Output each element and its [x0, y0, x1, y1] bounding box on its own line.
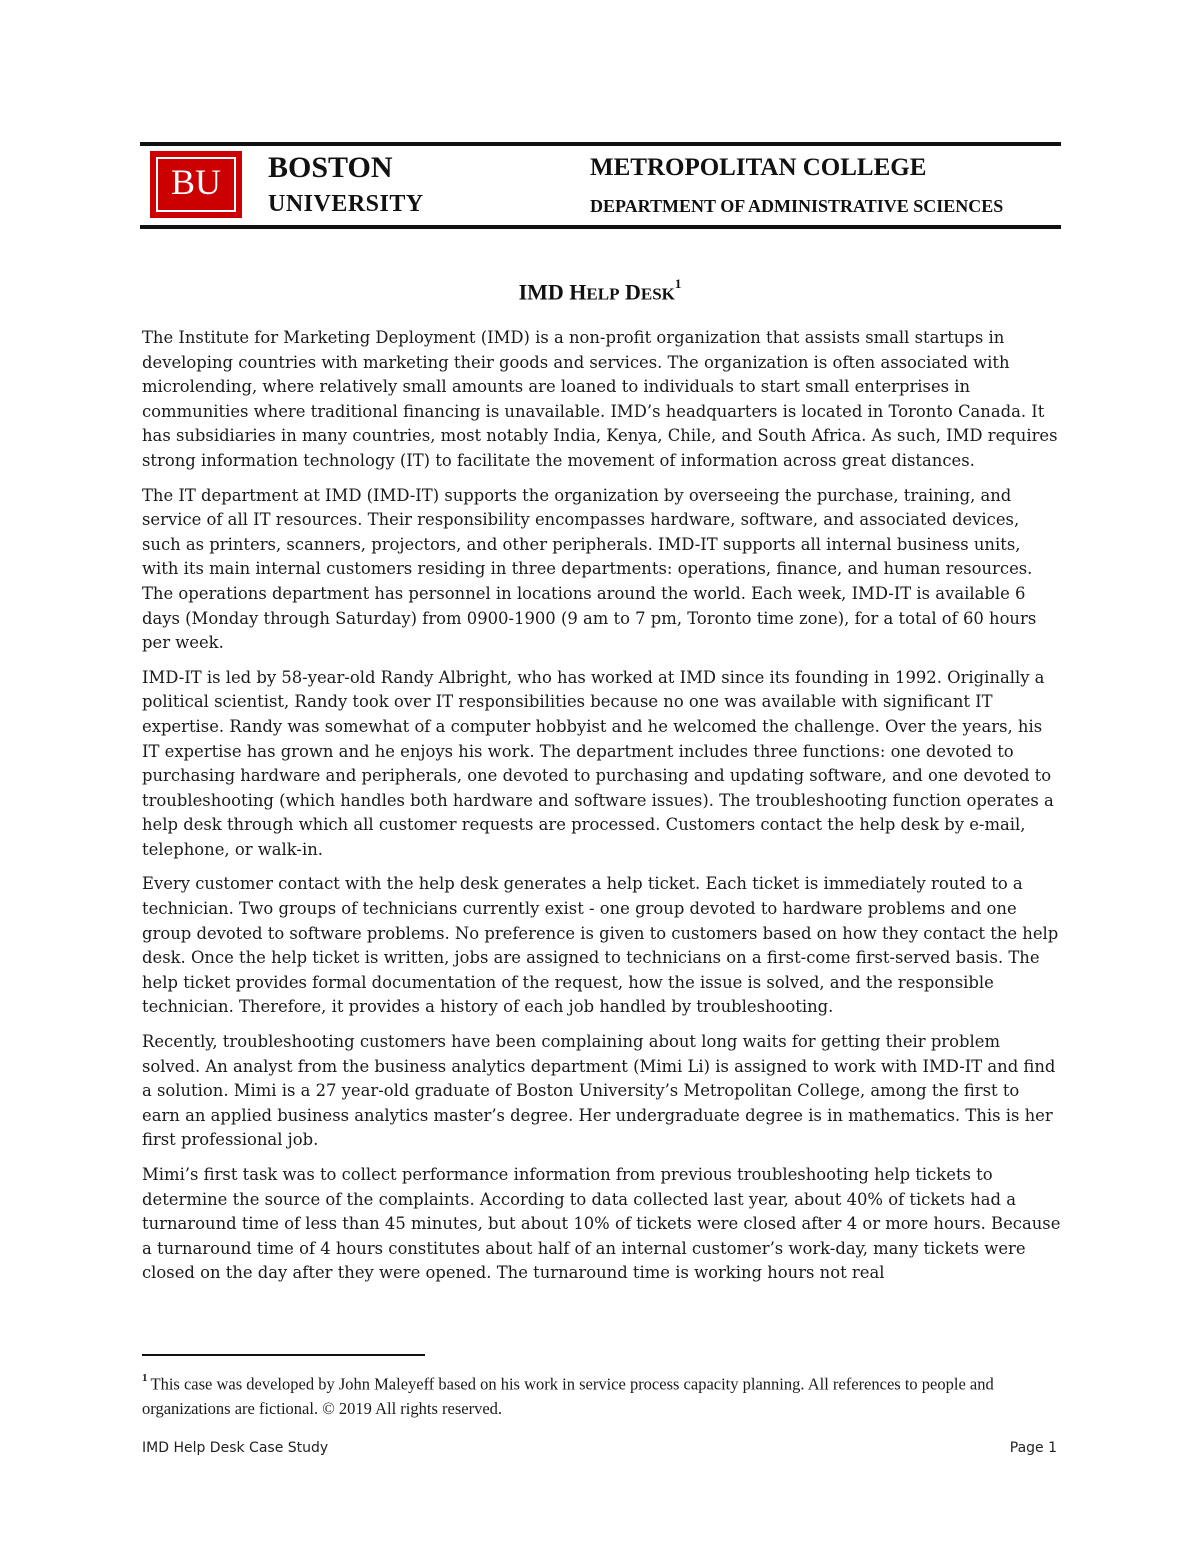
- university-name-line2: UNIVERSITY: [268, 191, 424, 217]
- title-elp: ELP: [586, 284, 620, 304]
- paragraph-1: The Institute for Marketing Deployment (IMD) is a non-profit organization that assists small startups in developing countries with marketing their goods and services. The organization is often associated with microlending, where relatively small amounts are loaned to individuals to start small enterprises in communities where traditional financing is unavailable. IMD’s headquarters is located in Toronto Canada. It has subsidiaries in many countries, most notably India, Kenya, Chile, and South Africa. As such, IMD requires strong information technology (IT) to facilitate the movement of information across great distances.: [142, 328, 1058, 470]
- paragraph-4: Every customer contact with the help desk generates a help ticket. Each ticket is immediately routed to a technician. Two groups of technicians currently exist - one group devoted to hardware problems and one group devoted to software problems. No preference is given to customers based on how they contact the help desk. Once the help ticket is written, jobs are assigned to technicians on a first-come first-served basis. The help ticket provides formal documentation of the request, how the issue is solved, and the responsible technician. Therefore, it provides a history of each job handled by troubleshooting.: [142, 874, 1059, 1017]
- footnote-text: This case was developed by John Maleyeff based on his work in service process capacity planning. All references to people and organizations are fictional. © 2019 All rights reserved.: [142, 1374, 994, 1418]
- paragraph-5: Recently, troubleshooting customers have been complaining about long waits for getting their problem solved. An analyst from the business analytics department (Mimi Li) is assigned to work with IMD-IT and find a solution. Mimi is a 27 year-old graduate of Boston University’s Metropolitan College, among the first to earn an applied business analytics master’s degree. Her undergraduate degree is in mathematics. This is her first professional job.: [142, 1032, 1056, 1150]
- university-name-line1: BOSTON: [268, 151, 393, 184]
- footnote-separator: [142, 1354, 425, 1356]
- footnote-mark: 1: [142, 1372, 148, 1384]
- bu-logo: [150, 151, 242, 218]
- footer-page-number: Page 1: [1009, 1440, 1057, 1456]
- title-h: H: [569, 279, 587, 305]
- footnote: [142, 1368, 1062, 1421]
- title-d: D: [624, 279, 641, 305]
- title-footnote-mark: 1: [674, 276, 682, 291]
- title-word-imd: IMD: [518, 279, 564, 305]
- department-name: DEPARTMENT OF ADMINISTRATIVE SCIENCES: [590, 196, 1004, 216]
- header-top-rule: [140, 142, 1061, 146]
- paragraph-6: Mimi’s first task was to collect performance information from previous troubleshooting help tickets to determine the source of the complaints. According to data collected last year, about 40% of tickets had a turnaround time of less than 45 minutes, but about 10% of tickets were closed after 4 or more hours. Because a turnaround time of 4 hours constitutes about half of an internal customer’s work-day, many tickets were closed on the day after they were opened. The turnaround time is working hours not real: [142, 1165, 1061, 1283]
- document-title: [0, 274, 1200, 307]
- college-name: METROPOLITAN COLLEGE: [590, 154, 927, 181]
- paragraph-3: IMD-IT is led by 58-year-old Randy Albright, who has worked at IMD since its founding in 1992. Originally a political scientist, Randy took over IT responsibilities because no one was available with significant IT expertise. Randy was somewhat of a computer hobbyist and he welcomed the challenge. Over the years, his IT expertise has grown and he enjoys his work. The department includes three functions: one devoted to purchasing hardware and peripherals, one devoted to purchasing and updating software, and one devoted to troubleshooting (which handles both hardware and software issues). The troubleshooting function operates a help desk through which all customer requests are processed. Customers contact the help desk by e-mail, telephone, or walk-in.: [142, 667, 1054, 859]
- header-bottom-rule: [140, 225, 1061, 229]
- body-text: [142, 326, 1062, 1296]
- title-esk: ESK: [640, 284, 675, 304]
- paragraph-2: The IT department at IMD (IMD-IT) supports the organization by overseeing the purchase, training, and service of all IT resources. Their responsibility encompasses hardware, software, and associated devices, such as printers, scanners, projectors, and other peripherals. IMD-IT supports all internal business units, with its main internal customers residing in three departments: operations, finance, and human resources. The operations department has personnel in locations around the world. Each week, IMD-IT is available 6 days (Monday through Saturday) from 0900-1900 (9 am to 7 pm, Toronto time zone), for a total of 60 hours per week.: [142, 485, 1037, 653]
- footer-document-name: IMD Help Desk Case Study: [142, 1440, 329, 1456]
- logo-text: BU: [170, 162, 221, 202]
